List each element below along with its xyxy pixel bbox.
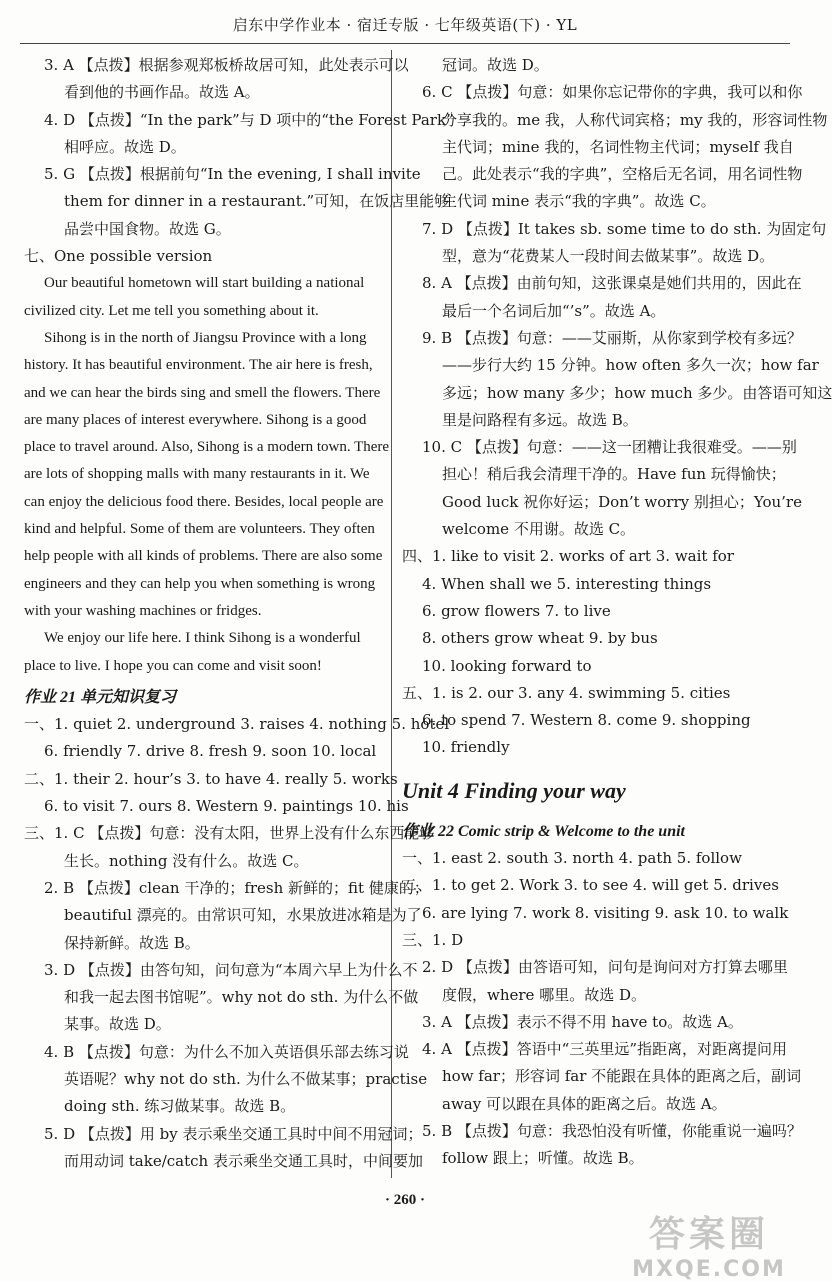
answer-line: 5. D 【点拨】用 by 表示乘坐交通工具时中间不用冠词； (44, 1124, 423, 1143)
watermark-text: 答案圈 (648, 1214, 769, 1255)
watermark-url: MXQE.COM (632, 1257, 786, 1282)
answer-line: 保持新鲜。故选 B。 (64, 933, 200, 952)
answer-line: 看到他的书画作品。故选 A。 (64, 83, 260, 102)
essay-line: history. It has beautiful environment. The air here is fresh, (24, 357, 373, 374)
answer-line: 度假，where 哪里。故选 D。 (442, 985, 646, 1004)
unit-title: Unit 4 Finding your way (402, 777, 626, 803)
page-header: 启东中学作业本 · 宿迁专版 · 七年级英语(下) · YL (20, 14, 790, 44)
homework-heading: 作业 22 Comic strip & Welcome to the unit (402, 822, 685, 840)
answer-line: 品尝中国食物。故选 G。 (64, 219, 231, 238)
section-heading: 七、One possible version (24, 247, 213, 266)
answer-line: 二、1. their 2. hour’s 3. to have 4. really 5. works (24, 769, 398, 788)
answer-line: how far；形容词 far 不能跟在具体的距离之后，副词 (442, 1067, 802, 1086)
answer-line: 而用动词 take/catch 表示乘坐交通工具时，中间要加 (64, 1151, 423, 1170)
answer-line: 6. to spend 7. Western 8. come 9. shopping (422, 711, 751, 730)
homework-heading: 作业 21 单元知识复习 (24, 688, 177, 706)
answer-line: 三、1. D (402, 930, 464, 949)
watermark-logo (624, 1206, 794, 1282)
essay-line: place to live. I hope you can come and visit soon! (24, 657, 322, 674)
essay-line: civilized city. Let me tell you something about it. (24, 302, 319, 319)
answer-line: 4. B 【点拨】句意：为什么不加入英语俱乐部去练习说 (44, 1042, 409, 1061)
answer-line: 英语呢？why not do sth. 为什么不做某事；practise (64, 1069, 428, 1088)
essay-line: Our beautiful hometown will start building a national (44, 275, 365, 292)
answer-line: 8. others grow wheat 9. by bus (422, 629, 658, 648)
answer-line: 3. A 【点拨】表示不得不用 have to。故选 A。 (422, 1012, 743, 1031)
right-column (402, 52, 832, 1173)
answer-line: 里是问路程有多远。故选 B。 (442, 410, 638, 429)
answer-line: 2. D 【点拨】由答语可知，问句是询问对方打算去哪里 (422, 958, 788, 977)
answer-line: 6. are lying 7. work 8. visiting 9. ask 10. to walk (422, 903, 789, 922)
answer-line: 己。此处表示“我的字典”，空格后无名词，用名词性物 (442, 165, 803, 184)
answer-line: them for dinner in a restaurant.”可知，在饭店里能够 (64, 192, 450, 211)
answer-line: 主代词 mine 表示“我的字典”。故选 C。 (442, 192, 716, 211)
answer-line: 6. to visit 7. ours 8. Western 9. paintings 10. his (44, 797, 409, 816)
answer-line: 3. D 【点拨】由答句知，问句意为“本周六早上为什么不 (44, 960, 418, 979)
answer-line: 二、1. to get 2. Work 3. to see 4. will get 5. drives (402, 876, 779, 895)
essay-line: with your washing machines or fridges. (24, 602, 262, 619)
answer-line: 生长。nothing 没有什么。故选 C。 (64, 851, 309, 870)
answer-line: 7. D 【点拨】It takes sb. some time to do sth. 为固定句 (422, 219, 827, 238)
answer-line: 一、1. east 2. south 3. north 4. path 5. follow (402, 849, 742, 868)
page-number: · 260 · (384, 1192, 425, 1208)
essay-line: are lots of shopping malls with many restaurants in it. We (24, 466, 370, 483)
answer-line: doing sth. 练习做某事。故选 B。 (64, 1097, 296, 1116)
answer-line: 分享我的。me 我，人称代词宾格；my 我的，形容词性物 (442, 110, 828, 129)
answer-line: beautiful 漂亮的。由常识可知，水果放进冰箱是为了 (64, 906, 422, 925)
answer-line: 一、1. quiet 2. underground 3. raises 4. nothing 5. hotel (24, 715, 450, 734)
answer-line: away 可以跟在具体的距离之后。故选 A。 (442, 1094, 727, 1113)
answer-line: 9. B 【点拨】句意：——艾丽斯，从你家到学校有多远？ (422, 328, 802, 347)
answer-line: 冠词。故选 D。 (442, 56, 549, 74)
answer-line: 4. A 【点拨】答语中“三英里远”指距离，对距离提问用 (422, 1040, 788, 1059)
essay-line: place to travel around. Also, Sihong is a modern town. There (24, 439, 390, 456)
answer-line: 某事。故选 D。 (64, 1015, 171, 1034)
essay-line: can enjoy the delicious food there. Besides, local people are (24, 493, 384, 510)
essay-line: Sihong is in the north of Jiangsu Province with a long (44, 329, 367, 346)
answer-line: 相呼应。故选 D。 (64, 137, 186, 156)
answer-line: 和我一起去图书馆呢”。why not do sth. 为什么不做 (64, 988, 419, 1007)
answer-line: 6. friendly 7. drive 8. fresh 9. soon 10. local (44, 742, 377, 761)
answer-line: 五、1. is 2. our 3. any 4. swimming 5. cities (402, 683, 731, 702)
essay-line: We enjoy our life here. I think Sihong is a wonderful (44, 630, 361, 647)
answer-line: 三、1. C 【点拨】句意：没有太阳，世界上没有什么东西能够 (24, 824, 435, 843)
answer-line: 10. looking forward to (422, 656, 592, 675)
answer-line: 4. When shall we 5. interesting things (422, 574, 712, 593)
answer-line: 10. friendly (422, 738, 510, 757)
answer-line: 4. D 【点拨】“In the park”与 D 项中的“the Forest Park” (44, 110, 454, 129)
answer-line: 最后一个名词后加“’s”。故选 A。 (442, 301, 666, 320)
answer-line: 多远；how many 多少；how much 多少。由答语可知这 (442, 383, 832, 402)
answer-line: 担心！稍后我会清理干净的。Have fun 玩得愉快； (442, 465, 786, 484)
answer-line: 6. grow flowers 7. to live (422, 601, 611, 620)
essay-line: kind and helpful. Some of them are volunteers. They often (24, 521, 375, 538)
answer-line: 8. A 【点拨】由前句知，这张课桌是她们共用的，因此在 (422, 274, 802, 293)
essay-line: and we can hear the birds sing and smell the flowers. There (24, 384, 381, 401)
answer-line: 型，意为“花费某人一段时间去做某事”。故选 D。 (442, 247, 775, 266)
answer-line: 10. C 【点拨】句意：——这一团糟让我很难受。——别 (422, 438, 797, 457)
answer-line: ——步行大约 15 分钟。how often 多久一次；how far (442, 356, 819, 375)
answer-line: 2. B 【点拨】clean 干净的；fresh 新鲜的；fit 健康的； (44, 878, 429, 897)
answer-line: 6. C 【点拨】句意：如果你忘记带你的字典，我可以和你 (422, 83, 803, 102)
answer-line: 5. G 【点拨】根据前句“In the evening, I shall invite (44, 165, 421, 184)
answer-line: 四、1. like to visit 2. works of art 3. wait for (402, 547, 734, 566)
answer-line: Good luck 祝你好运；Don’t worry 别担心；You’re (442, 492, 802, 511)
answer-line: 5. B 【点拨】句意：我恐怕没有听懂，你能重说一遍吗？ (422, 1121, 802, 1140)
answer-line: welcome 不用谢。故选 C。 (442, 520, 636, 539)
answer-line: 3. A 【点拨】根据参观郑板桥故居可知，此处表示可以 (44, 56, 409, 74)
answer-line: follow 跟上；听懂。故选 B。 (442, 1149, 644, 1168)
answer-line: 主代词；mine 我的，名词性物主代词；myself 我自 (442, 137, 794, 156)
essay-line: engineers and they can help you when something is wrong (24, 575, 376, 592)
essay-line: are many places of interest everywhere. Sihong is a good (24, 411, 367, 428)
essay-line: help people with all kinds of problems. There are also some (24, 548, 383, 565)
